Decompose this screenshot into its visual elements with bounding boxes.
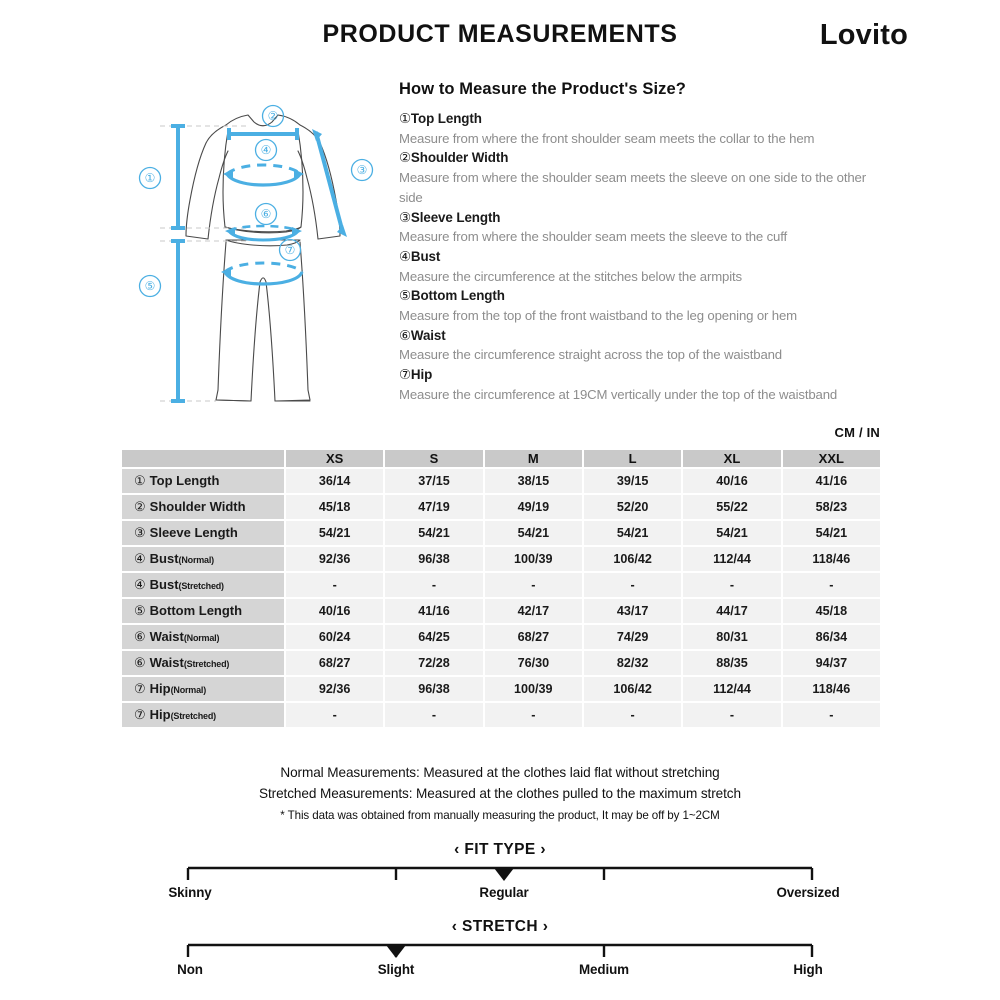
measurement-index-3: ③ <box>399 209 411 225</box>
row-name-2: Sleeve Length <box>149 525 238 540</box>
row-name-0: Top Length <box>149 473 220 488</box>
measurement-instruction-1 <box>399 109 891 148</box>
fit-type-label-2: Regular <box>479 885 529 900</box>
stretch-label-0: Non <box>177 962 203 977</box>
stretch-label-3: High <box>793 962 823 977</box>
table-cell: 118/46 <box>783 677 880 701</box>
fit-type-title: ‹ FIT TYPE › <box>454 841 546 858</box>
row-sub-9: (Stretched) <box>170 711 216 721</box>
measurement-label-1: Top Length <box>410 111 482 126</box>
fit-type-marker <box>494 868 514 881</box>
row-sub-6: (Normal) <box>183 633 220 643</box>
table-cell: 41/16 <box>385 599 482 623</box>
table-cell: 60/24 <box>286 625 383 649</box>
measurement-name-1 <box>399 109 891 129</box>
page-title: PRODUCT MEASUREMENTS <box>322 20 678 48</box>
measurement-index-2: ② <box>399 150 411 166</box>
stretch-label-1: Slight <box>377 962 415 977</box>
measurement-desc-6: Measure the circumference straight across the top of the waistband <box>399 347 782 363</box>
diagram-label-5-text: ⑤ <box>144 279 156 293</box>
row-index-8: ⑦ <box>134 681 146 696</box>
table-row-label-8 <box>122 677 284 701</box>
measurement-desc-1: Measure from where the front shoulder seam meets the collar to the hem <box>399 130 815 146</box>
table-row <box>122 469 880 493</box>
table-cell: 72/28 <box>385 651 482 675</box>
measurement-instruction-6 <box>399 326 891 365</box>
measurement-desc-7: Measure the circumference at 19CM vertically under the top of the waistband <box>399 386 838 402</box>
measurement-name-2 <box>399 148 891 168</box>
table-cell: 43/17 <box>584 599 681 623</box>
table-cell: - <box>385 573 482 597</box>
table-cell: 118/46 <box>783 547 880 571</box>
diagram-label-2-text: ② <box>267 109 279 123</box>
table-column-header-xxl: XXL <box>783 450 880 467</box>
measurement-label-6: Waist <box>410 327 446 343</box>
table-row <box>122 625 880 649</box>
garment-measurement-diagram <box>130 100 395 430</box>
table-row <box>122 573 880 597</box>
diagram-label-1-text: ① <box>144 171 156 185</box>
table-cell: 80/31 <box>683 625 780 649</box>
fit-type-labels <box>0 885 1000 905</box>
table-row-label-7 <box>122 651 284 675</box>
stretch-label-2: Medium <box>579 962 629 977</box>
row-name-8: Hip <box>149 681 171 696</box>
table-row-label-4 <box>122 573 284 597</box>
table-cell: 68/27 <box>286 651 383 675</box>
table-cell: 112/44 <box>683 677 780 701</box>
table-column-header-s: S <box>385 450 482 467</box>
measurement-instruction-list <box>399 109 891 405</box>
table-column-header-l: L <box>584 450 681 467</box>
table-cell: 49/19 <box>485 495 582 519</box>
row-index-6: ⑥ <box>134 629 146 644</box>
table-cell: 47/19 <box>385 495 482 519</box>
measurement-name-3 <box>399 208 891 228</box>
table-row-label-5 <box>122 599 284 623</box>
table-header-row <box>122 450 880 467</box>
table-cell: - <box>286 703 383 727</box>
fit-type-label-0: Skinny <box>168 885 212 900</box>
table-cell: 54/21 <box>683 521 780 545</box>
table-row <box>122 495 880 519</box>
row-name-3: Bust <box>149 551 179 566</box>
table-cell: 68/27 <box>485 625 582 649</box>
table-cell: 54/21 <box>584 521 681 545</box>
measurement-desc-4: Measure the circumference at the stitches below the armpits <box>399 268 742 284</box>
row-index-7: ⑥ <box>134 655 146 670</box>
measurement-notes <box>0 762 1000 826</box>
row-sub-4: (Stretched) <box>178 581 224 591</box>
table-cell: 40/16 <box>286 599 383 623</box>
fit-type-scale <box>0 841 1000 905</box>
row-index-4: ④ <box>134 577 146 592</box>
table-column-header-xl: XL <box>683 450 780 467</box>
note-disclaimer: * This data was obtained from manually measuring the product, It may be off by 1~2CM <box>280 809 720 822</box>
row-name-4: Bust <box>149 577 179 592</box>
measurement-instruction-5 <box>399 286 891 325</box>
note-stretched: Stretched Measurements: Measured at the clothes pulled to the maximum stretch <box>259 786 741 801</box>
row-name-7: Waist <box>149 655 184 670</box>
table-header-blank <box>122 450 284 467</box>
note-normal: Normal Measurements: Measured at the clothes laid flat without stretching <box>280 765 720 780</box>
measurement-name-5 <box>399 286 891 306</box>
table-row-label-0 <box>122 469 284 493</box>
table-cell: 112/44 <box>683 547 780 571</box>
row-index-0: ① <box>134 473 146 488</box>
table-cell: 54/21 <box>286 521 383 545</box>
measurement-label-3: Sleeve Length <box>410 209 501 225</box>
measurement-index-1: ① <box>399 111 411 126</box>
table-cell: 92/36 <box>286 677 383 701</box>
table-cell: 37/15 <box>385 469 482 493</box>
table-cell: - <box>584 703 681 727</box>
diagram-label-3-text: ③ <box>356 163 368 177</box>
table-cell: 106/42 <box>584 677 681 701</box>
table-row <box>122 521 880 545</box>
table-row-label-1 <box>122 495 284 519</box>
table-cell: 38/15 <box>485 469 582 493</box>
measurement-desc-2: Measure from where the shoulder seam meets the sleeve on one side to the other side <box>399 169 866 205</box>
measurement-index-7: ⑦ <box>399 367 411 383</box>
brand-logo: Lovito <box>819 19 908 51</box>
measurement-index-5: ⑤ <box>399 288 411 304</box>
measurement-label-7: Hip <box>410 367 433 383</box>
table-cell: 82/32 <box>584 651 681 675</box>
diagram-label-6-text: ⑥ <box>260 207 272 221</box>
row-name-1: Shoulder Width <box>149 499 246 514</box>
table-cell: 55/22 <box>683 495 780 519</box>
table-cell: 54/21 <box>783 521 880 545</box>
table-cell: 88/35 <box>683 651 780 675</box>
how-to-measure-section <box>399 80 891 405</box>
table-cell: 58/23 <box>783 495 880 519</box>
measurement-instruction-7 <box>399 365 891 404</box>
diagram-label-7-text: ⑦ <box>284 243 296 257</box>
table-row <box>122 677 880 701</box>
measurement-label-5: Bottom Length <box>410 288 505 304</box>
table-cell: 94/37 <box>783 651 880 675</box>
measurement-instruction-3 <box>399 208 891 247</box>
diagram-label-4-text: ④ <box>260 143 272 157</box>
units-label: CM / IN <box>834 425 880 440</box>
table-cell: 74/29 <box>584 625 681 649</box>
table-cell: 44/17 <box>683 599 780 623</box>
table-cell: 54/21 <box>385 521 482 545</box>
table-cell: - <box>783 573 880 597</box>
table-cell: - <box>783 703 880 727</box>
table-cell: - <box>286 573 383 597</box>
row-index-5: ⑤ <box>134 603 146 618</box>
table-cell: 54/21 <box>485 521 582 545</box>
table-cell: - <box>385 703 482 727</box>
row-index-9: ⑦ <box>134 707 146 722</box>
row-sub-8: (Normal) <box>170 685 207 695</box>
row-index-1: ② <box>134 499 146 514</box>
fit-type-scale-svg <box>0 859 1000 885</box>
measurement-name-6 <box>399 326 891 346</box>
table-cell: 41/16 <box>783 469 880 493</box>
table-cell: 76/30 <box>485 651 582 675</box>
row-name-6: Waist <box>149 629 184 644</box>
stretch-marker <box>386 945 406 958</box>
stretch-scale-svg <box>0 936 1000 962</box>
table-cell: 40/16 <box>683 469 780 493</box>
table-cell: 96/38 <box>385 547 482 571</box>
table-cell: 100/39 <box>485 547 582 571</box>
table-cell: - <box>485 573 582 597</box>
row-sub-3: (Normal) <box>178 555 214 565</box>
table-cell: 96/38 <box>385 677 482 701</box>
measurement-desc-5: Measure from the top of the front waistband to the leg opening or hem <box>399 307 797 323</box>
table-cell: 45/18 <box>783 599 880 623</box>
table-column-header-xs: XS <box>286 450 383 467</box>
table-cell: 39/15 <box>584 469 681 493</box>
table-cell: - <box>485 703 582 727</box>
size-chart-table <box>120 448 882 729</box>
row-name-5: Bottom Length <box>149 603 243 618</box>
table-cell: - <box>683 573 780 597</box>
table-cell: - <box>683 703 780 727</box>
table-column-header-m: M <box>485 450 582 467</box>
how-to-measure-title: How to Measure the Product's Size? <box>399 80 686 98</box>
stretch-scale <box>0 918 1000 982</box>
table-cell: 36/14 <box>286 469 383 493</box>
table-row <box>122 599 880 623</box>
table-row-label-2 <box>122 521 284 545</box>
measurement-instruction-4 <box>399 247 891 286</box>
table-cell: 45/18 <box>286 495 383 519</box>
table-row-label-9 <box>122 703 284 727</box>
measurement-desc-3: Measure from where the shoulder seam meets the sleeve to the cuff <box>399 229 788 245</box>
table-row <box>122 703 880 727</box>
table-cell: 106/42 <box>584 547 681 571</box>
table-cell: 86/34 <box>783 625 880 649</box>
table-cell: 100/39 <box>485 677 582 701</box>
measurement-index-4: ④ <box>399 248 411 264</box>
measurement-label-4: Bust <box>410 248 441 264</box>
measurement-label-2: Shoulder Width <box>410 150 509 166</box>
table-row <box>122 651 880 675</box>
table-row-label-3 <box>122 547 284 571</box>
row-index-2: ③ <box>134 525 146 540</box>
row-sub-7: (Stretched) <box>183 659 230 669</box>
stretch-labels <box>0 962 1000 982</box>
measurement-index-6: ⑥ <box>399 327 411 343</box>
table-cell: 52/20 <box>584 495 681 519</box>
table-cell: 42/17 <box>485 599 582 623</box>
table-row-label-6 <box>122 625 284 649</box>
measurement-name-7 <box>399 365 891 385</box>
row-name-9: Hip <box>149 707 171 722</box>
table-cell: 92/36 <box>286 547 383 571</box>
page-header <box>0 0 1000 72</box>
table-body <box>122 469 880 727</box>
measurement-name-4 <box>399 247 891 267</box>
garment-diagram-svg <box>130 100 395 430</box>
table-row <box>122 547 880 571</box>
fit-type-label-3: Oversized <box>776 885 840 900</box>
table-cell: 64/25 <box>385 625 482 649</box>
measurement-instruction-2 <box>399 148 891 207</box>
stretch-title: ‹ STRETCH › <box>451 918 549 935</box>
table-cell: - <box>584 573 681 597</box>
row-index-3: ④ <box>134 551 146 566</box>
